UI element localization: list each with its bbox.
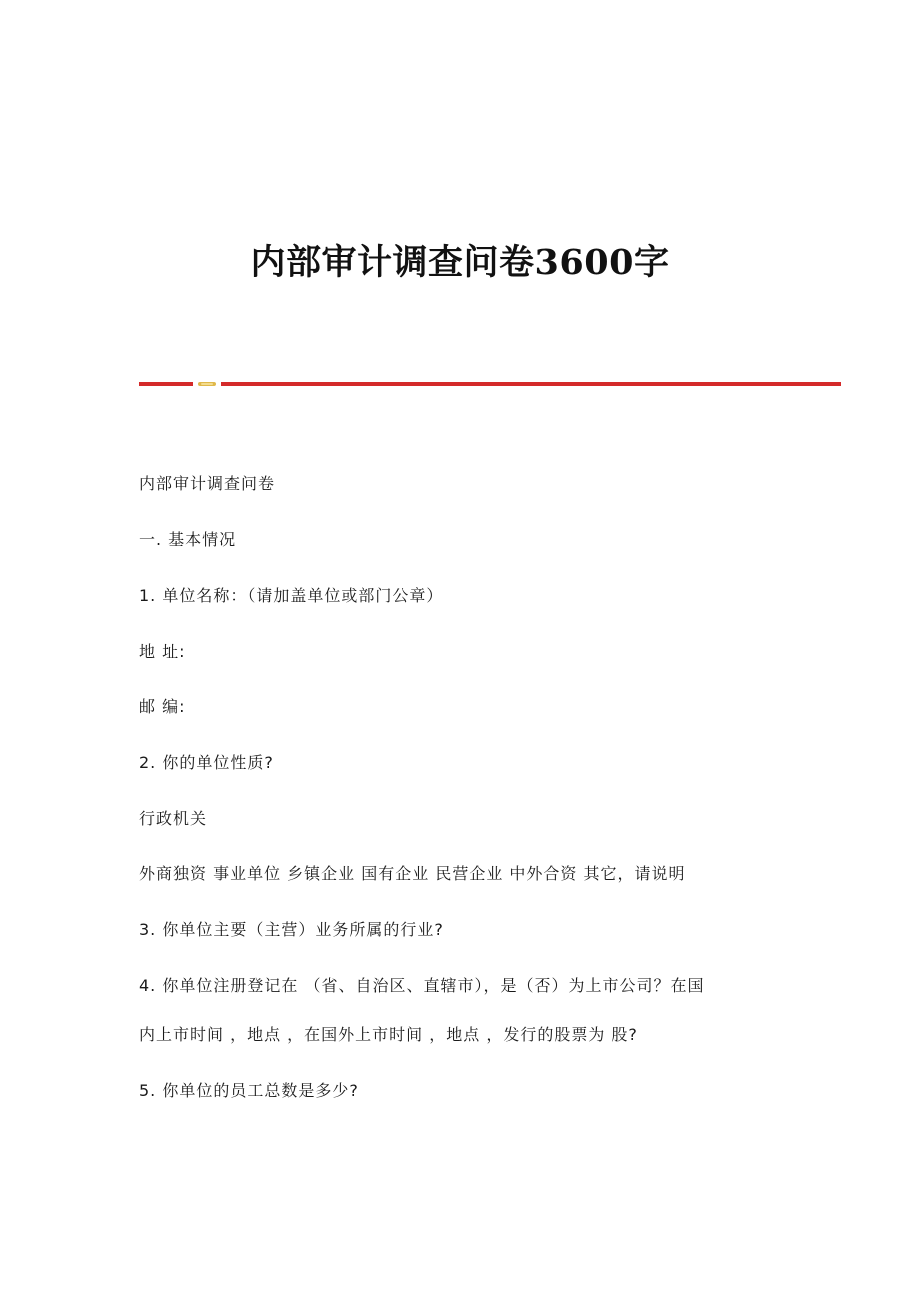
subtitle-line: 内部审计调查问卷 [139,474,276,493]
field-address: 地 址: [139,642,186,661]
option-list-unit-types: 外商独资 事业单位 乡镇企业 国有企业 民营企业 中外合资 其它，请说明 [139,864,686,883]
field-postcode: 邮 编: [139,697,186,716]
question-1-unit-name: 1. 单位名称：（请加盖单位或部门公章） [139,586,444,605]
document-title: 内部审计调查问卷3600字 [250,242,670,284]
divider-bar-right [221,382,841,386]
option-administrative-agency: 行政机关 [139,809,208,828]
title-divider [139,381,841,387]
question-4-registration-line-1: 4. 你单位注册登记在 （省、自治区、直辖市），是（否）为上市公司？在国 [139,976,705,995]
divider-ornament-icon [198,381,216,387]
section-heading-basic-info: 一. 基本情况 [139,530,237,549]
divider-bar-left [139,382,193,386]
question-5-employee-count: 5. 你单位的员工总数是多少? [139,1081,359,1100]
question-2-unit-type: 2. 你的单位性质? [139,753,274,772]
question-3-industry: 3. 你单位主要（主营）业务所属的行业? [139,920,444,939]
question-4-registration-line-2: 内上市时间 ，地点 ，在国外上市时间 ，地点 ，发行的股票为 股? [139,1025,638,1044]
